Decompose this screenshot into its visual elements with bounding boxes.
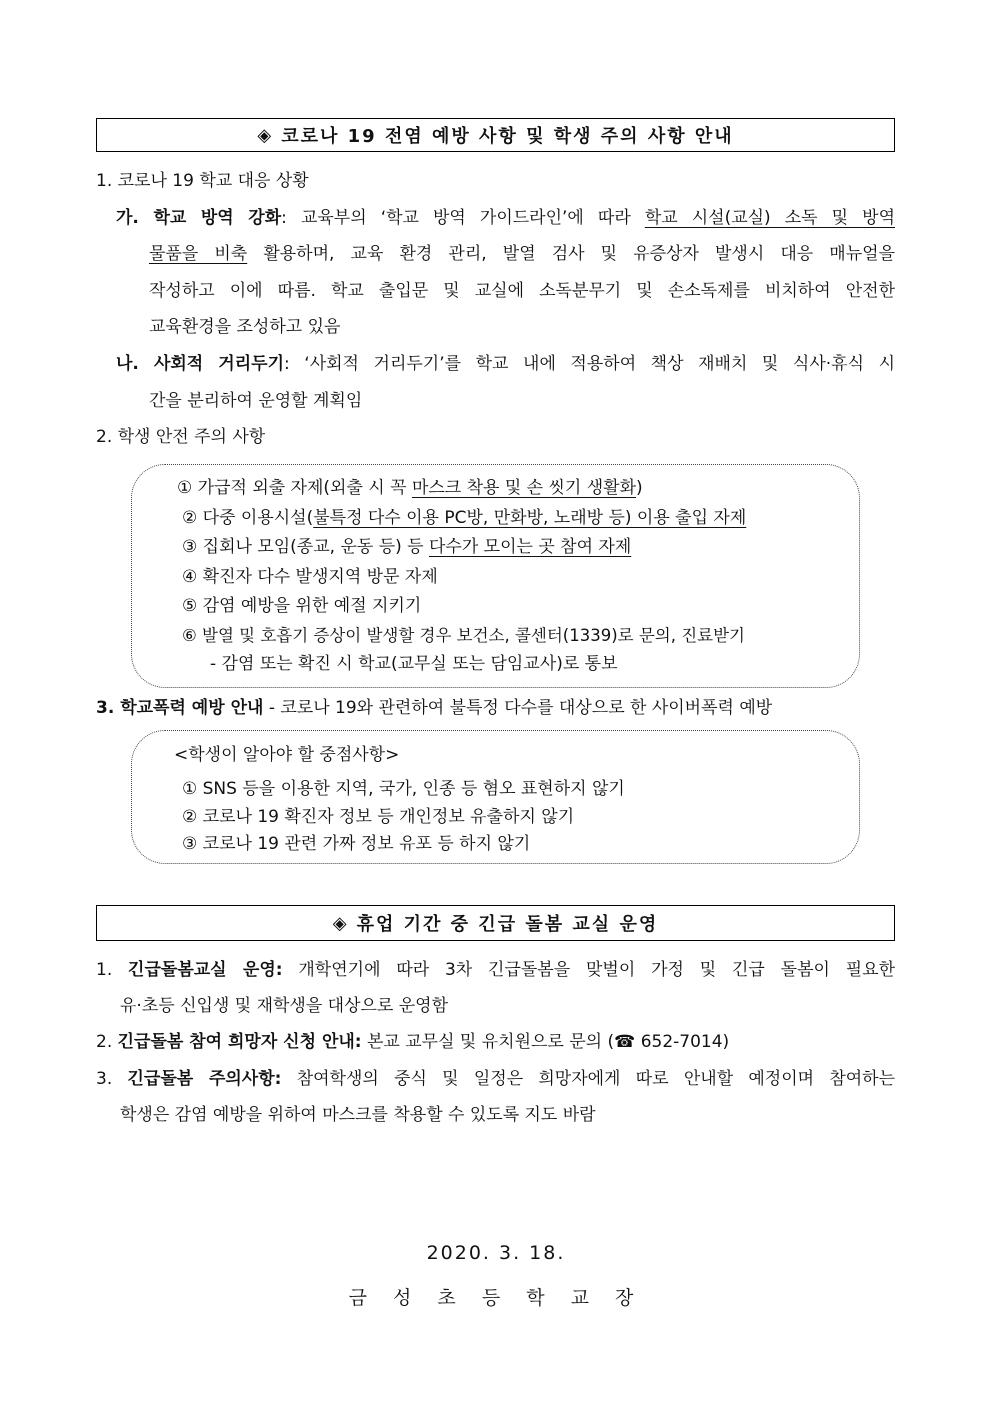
na-line1	[116, 352, 895, 376]
care-item-3-line2: 학생은 감염 예방을 위하여 마스크를 착용할 수 있도록 지도 바람	[120, 1105, 596, 1125]
care-label: 긴급돌봄 참여 희망자 신청 안내:	[117, 1032, 362, 1052]
care-item-2	[96, 1030, 729, 1054]
na-text: : ‘사회적 거리두기’를 학교 내에 적용하여 책상 재배치 및 식사·휴식 시	[284, 354, 895, 374]
safety-item-6: ⑥ 발열 및 호흡기 증상이 발생할 경우 보건소, 콜센터(1339)로 문의, 진료받기	[182, 626, 745, 645]
item3-line	[96, 696, 772, 720]
safety-item-4: ④ 확진자 다수 발생지역 방문 자제	[182, 567, 438, 587]
safety-item-5: ⑤ 감염 예방을 위한 예절 지키기	[182, 596, 422, 616]
safety-text: ③ 집회나 모임(종교, 운동 등) 등	[182, 537, 429, 557]
ga-line1	[116, 206, 895, 230]
ga-underline: 학교 시설(교실) 소독 및 방역	[644, 208, 895, 228]
ga-line2	[149, 242, 895, 266]
safety-text: )	[636, 478, 643, 498]
safety-item-1	[177, 476, 643, 500]
signer-name: 금 성 초 등 학 교 장	[348, 1287, 644, 1309]
section1-title-box	[96, 118, 895, 152]
na-label: 나. 사회적 거리두기	[116, 354, 284, 374]
ga-text2: 활용하며, 교육 환경 관리, 발열 검사 및 유증상자 발생시 대응 매뉴얼을	[247, 244, 895, 264]
ga-underline2: 물품을 비축	[149, 244, 248, 264]
ga-line3: 작성하고 이에 따름. 학교 출입문 및 교실에 소독분무기 및 손소독제를 비치하여 안전한	[149, 281, 895, 301]
safety-item-3	[182, 535, 631, 559]
care-num: 1.	[96, 960, 129, 980]
violence-item-2: ② 코로나 19 확진자 정보 등 개인정보 유출하지 않기	[182, 807, 575, 827]
safety-underline: 다수가 모이는 곳 참여 자제	[428, 537, 632, 557]
section2-title-box	[96, 905, 895, 941]
care-num: 2.	[96, 1032, 118, 1052]
na-line2: 간을 분리하여 운영할 계획임	[149, 391, 363, 411]
care-num: 3.	[96, 1069, 128, 1089]
care-text: 참여학생의 중식 및 일정은 희망자에게 따로 안내할 예정이며 참여하는	[281, 1069, 896, 1089]
care-item-1	[96, 958, 895, 982]
safety-text: ② 다중 이용시설(	[182, 508, 314, 528]
safety-item-2	[182, 506, 746, 530]
care-item-1-line2: 유·초등 신입생 및 재학생을 대상으로 운영함	[120, 996, 449, 1016]
section2-title: 휴업 기간 중 긴급 돌봄 교실 운영	[356, 914, 659, 935]
item2-title: 2. 학생 안전 주의 사항	[96, 427, 266, 447]
care-label: 긴급돌봄 주의사항:	[127, 1069, 282, 1089]
ga-text: : 교육부의 ‘학교 방역 가이드라인’에 따라	[281, 208, 645, 228]
care-label: 긴급돌봄교실 운영:	[128, 960, 283, 980]
diamond-bullet-icon: ◈	[257, 124, 274, 146]
care-item-3	[96, 1067, 895, 1091]
violence-item-1: ① SNS 등을 이용한 지역, 국가, 인종 등 혐오 표현하지 않기	[182, 779, 625, 799]
safety-text: ① 가급적 외출 자제(외출 시 꼭	[177, 478, 412, 498]
item3-title: 3. 학교폭력 예방 안내	[96, 698, 264, 718]
item1-title: 1. 코로나 19 학교 대응 상황	[96, 171, 309, 191]
section1-title: 코로나 19 전염 예방 사항 및 학생 주의 사항 안내	[281, 126, 734, 147]
safety-underline: 불특정 다수 이용 PC방, 만화방, 노래방 등) 이용 출입 자제	[313, 508, 747, 528]
ga-line4: 교육환경을 조성하고 있음	[149, 317, 341, 337]
item3-text: - 코로나 19와 관련하여 불특정 다수를 대상으로 한 사이버폭력 예방	[263, 698, 773, 718]
violence-item-3: ③ 코로나 19 관련 가짜 정보 유포 등 하지 않기	[182, 834, 531, 854]
diamond-bullet-icon: ◈	[332, 912, 349, 934]
ga-label: 가. 학교 방역 강화	[116, 208, 282, 228]
document-date: 2020. 3. 18.	[426, 1242, 566, 1264]
care-text: 본교 교무실 및 유치원으로 문의 (☎ 652-7014)	[361, 1032, 730, 1052]
safety-underline: 마스크 착용 및 손 씻기 생활화	[411, 478, 637, 498]
violence-heading: <학생이 알아야 할 중점사항>	[174, 745, 400, 765]
safety-item-6-sub: - 감염 또는 확진 시 학교(교무실 또는 담임교사)로 통보	[210, 654, 618, 674]
care-text: 개학연기에 따라 3차 긴급돌봄을 맞벌이 가정 및 긴급 돌봄이 필요한	[282, 960, 896, 980]
